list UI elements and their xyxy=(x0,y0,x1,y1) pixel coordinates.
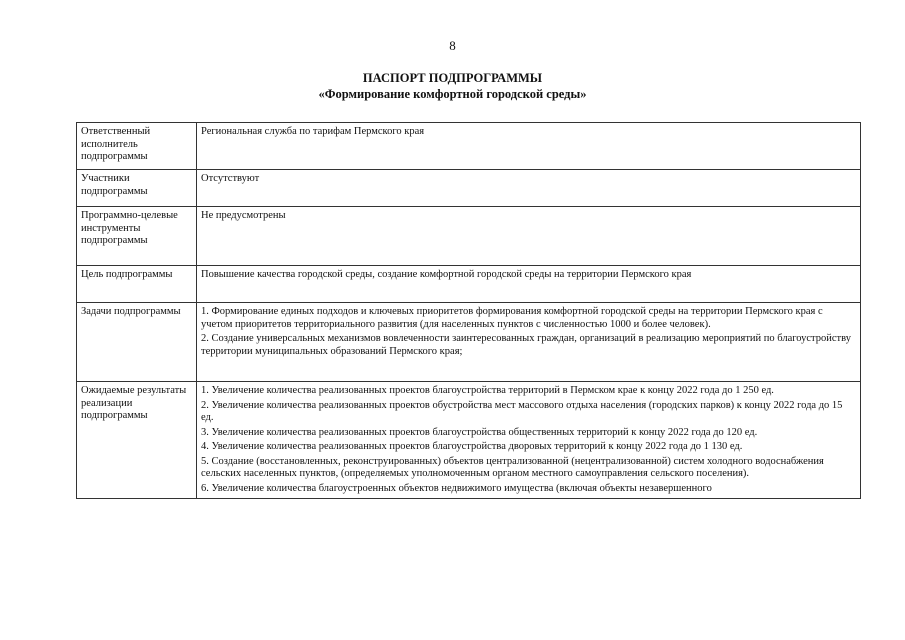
row-value-cell xyxy=(197,303,861,382)
row-value-cell xyxy=(197,170,861,207)
task-item: 1. Формирование единых подходов и ключевых приоритетов формирования комфортной городской среды на территории Пермского края с учетом приоритетов территориального развития (для населенных пунктов с численностью 1000 и более человек). xyxy=(201,306,823,330)
row-value-cell xyxy=(197,382,861,499)
row-value-cell xyxy=(197,207,861,266)
row-value: Отсутствуют xyxy=(201,173,260,184)
table-row-goal xyxy=(77,266,861,303)
document-title xyxy=(0,70,905,102)
row-value-cell xyxy=(197,123,861,170)
row-label: Ответственный исполнитель подпрограммы xyxy=(77,123,197,170)
row-label: Ожидаемые результаты реализации подпрограммы xyxy=(77,382,197,499)
result-item: 6. Увеличение количества благоустроенных объектов недвижимого имущества (включая объекты незавершенного xyxy=(201,482,712,494)
table-row-results xyxy=(77,382,861,499)
task-item: 2. Создание универсальных механизмов вовлеченности заинтересованных граждан, организаций в реализацию мероприятий по благоустройству территории муниципальных образований Пермского края; xyxy=(201,333,851,357)
result-item: 2. Увеличение количества реализованных проектов обустройства мест массового отдыха населения (городских парков) к концу 2022 года до 15 ед. xyxy=(201,399,843,423)
table-row-participants xyxy=(77,170,861,207)
row-label: Цель подпрограммы xyxy=(77,266,197,303)
result-item: 4. Увеличение количества реализованных проектов благоустройства дворовых территорий к концу 2022 года до 1 130 ед. xyxy=(201,441,743,452)
result-item: 5. Создание (восстановленных, реконструированных) объектов централизованной (нецентрализованной) систем холодного водоснабжения сельских населенных пунктов, (определяемых уполномоченным органом местного самоуправления сельского поселения). xyxy=(201,455,824,479)
title-line-1: ПАСПОРТ ПОДПРОГРАММЫ xyxy=(362,71,543,85)
table-row-responsible xyxy=(77,123,861,170)
table-row-tasks xyxy=(77,303,861,382)
passport-table xyxy=(76,122,861,499)
title-line-2: «Формирование комфортной городской среды» xyxy=(318,87,587,101)
result-item: 1. Увеличение количества реализованных проектов благоустройства территорий в Пермском крае к концу 2022 года до 1 250 ед. xyxy=(201,385,774,396)
table-row-instruments xyxy=(77,207,861,266)
row-value: Не предусмотрены xyxy=(201,210,286,221)
row-label: Участники подпрограммы xyxy=(77,170,197,207)
page-number: 8 xyxy=(449,38,456,53)
row-value: Региональная служба по тарифам Пермского края xyxy=(201,126,425,137)
result-item: 3. Увеличение количества реализованных проектов благоустройства общественных территорий к концу 2022 года до 120 ед. xyxy=(201,426,758,438)
row-value: Повышение качества городской среды, создание комфортной городской среды на территории Пермского края xyxy=(201,269,692,280)
row-value-cell xyxy=(197,266,861,303)
row-label: Задачи подпрограммы xyxy=(77,303,197,382)
row-label: Программно-целевые инструменты подпрограммы xyxy=(77,207,197,266)
